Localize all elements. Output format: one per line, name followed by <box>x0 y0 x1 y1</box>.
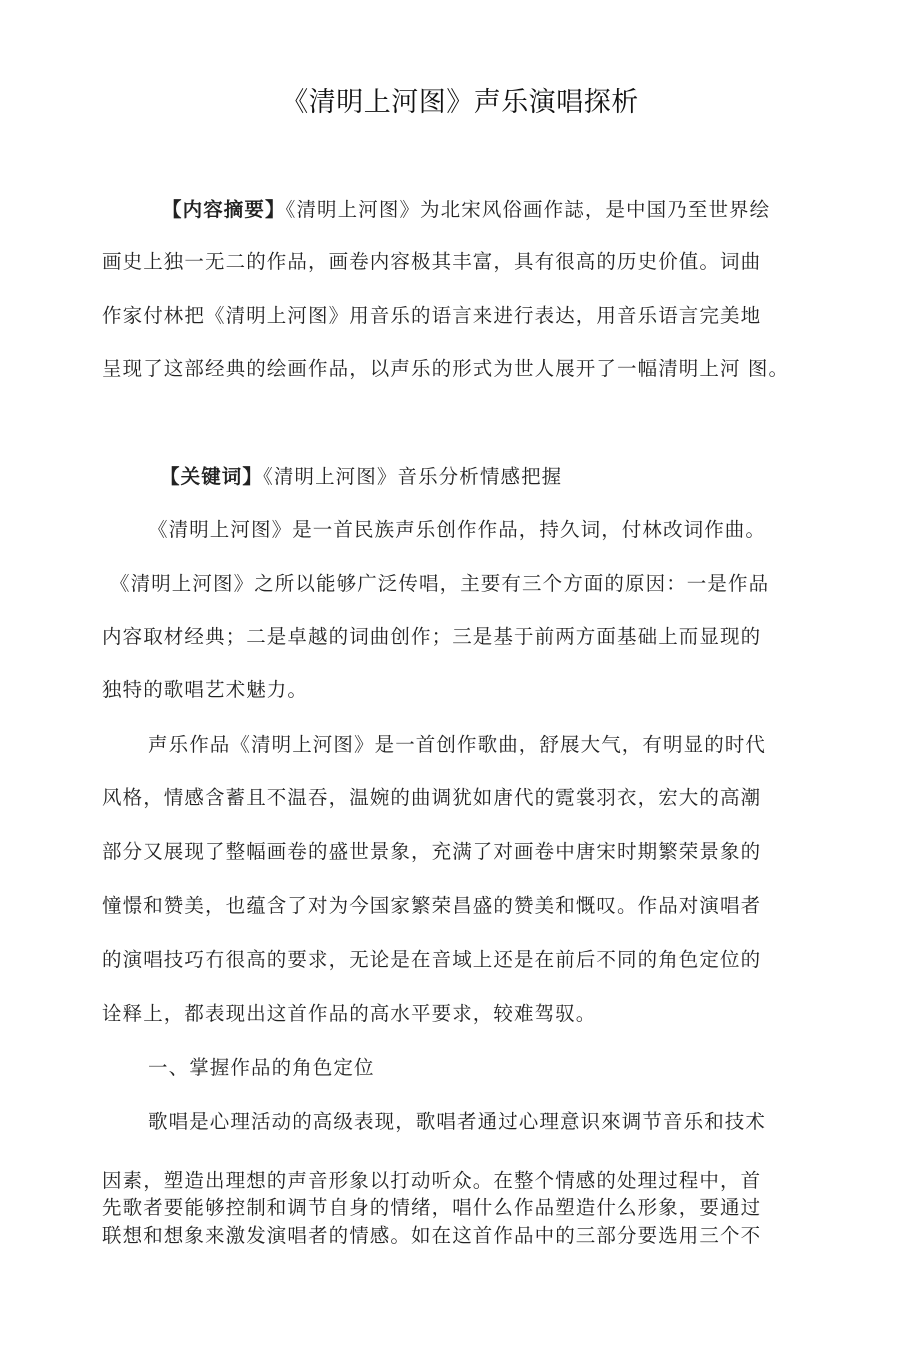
keywords-line <box>160 463 562 491</box>
section-heading: 一、掌握作品的角色定位 <box>148 1056 375 1079</box>
paragraph-2-line-1: 声乐作品《清明上河图》是一首创作歌曲，舒展大气，有明显的时代 <box>148 733 767 756</box>
section-paragraph-line-2: 因素，塑造出理想的声音形象以打动听众。在整个情感的处理过程中，首 <box>102 1169 762 1192</box>
section-paragraph-line-4: 联想和想象来激发演唱者的情感。如在这首作品中的三部分要选用三个不 <box>102 1224 762 1247</box>
paragraph-2-line-2: 风格，情感含蓄且不温吞，温婉的曲调犹如唐代的霓裳羽衣，宏大的高潮 <box>102 786 762 809</box>
document-title: 《清明上河图》声乐演唱探析 <box>281 87 639 118</box>
abstract-label: 【内容摘要】 <box>162 198 286 221</box>
paragraph-2-line-5: 的演唱技巧冇很高的要求，无论是在音域上还是在前后不同的角色定位的 <box>102 948 762 971</box>
paragraph-1-line-3: 内容取材经典；二是卓越的词曲创作；三是基于前两方面基础上而显现的 <box>102 625 762 648</box>
abstract-line-1 <box>162 196 770 224</box>
abstract-line-3: 作家付林把《清明上河图》用音乐的语言来进行表达，用音乐语言完美地 <box>102 304 762 327</box>
section-paragraph-line-1: 歌唱是心理活动的高级表现，歌唱者通过心理意识來调节音乐和技术 <box>148 1110 767 1133</box>
paragraph-1-line-2: 《清明上河图》之所以能够广泛传唱，主要有三个方面的原因：一是作品 <box>110 572 770 595</box>
paragraph-2-line-4: 憧憬和赞美，也蕴含了对为今国家繁荣昌盛的赞美和慨叹。作品对演唱者 <box>102 894 762 917</box>
section-paragraph-line-3: 先歌者要能够控制和调节自身的情绪，唱什么作品塑造什么形象，要通过 <box>102 1196 762 1219</box>
paragraph-2-line-6: 诠释上，都表现出这首作品的高水平要求，较难驾驭。 <box>102 1002 597 1025</box>
paragraph-1-line-4: 独特的歌唱艺术魅力。 <box>102 678 309 701</box>
keywords-label: 【关键词】 <box>160 465 264 488</box>
abstract-line-2: 画史上独一无二的作品，画卷内容极其丰富，具有很高的历史价值。词曲 <box>102 250 762 273</box>
abstract-text: 《清明上河图》为北宋风俗画作誌，是中国乃至世界绘 <box>285 198 771 221</box>
paragraph-2-line-3: 部分又展现了整幅画卷的盛世景象，充满了对画卷中唐宋时期繁荣景象的 <box>102 840 762 863</box>
abstract-line-4: 呈现了这部经典的绘画作品，以声乐的形式为世人展开了一幅清明上河 图。 <box>102 357 790 380</box>
keywords-text: 《清明上河图》音乐分析情感把握 <box>263 465 563 488</box>
paragraph-1-line-1: 《清明上河图》是一首民族声乐创作作品，持久词，付林改词作曲。 <box>148 518 767 541</box>
